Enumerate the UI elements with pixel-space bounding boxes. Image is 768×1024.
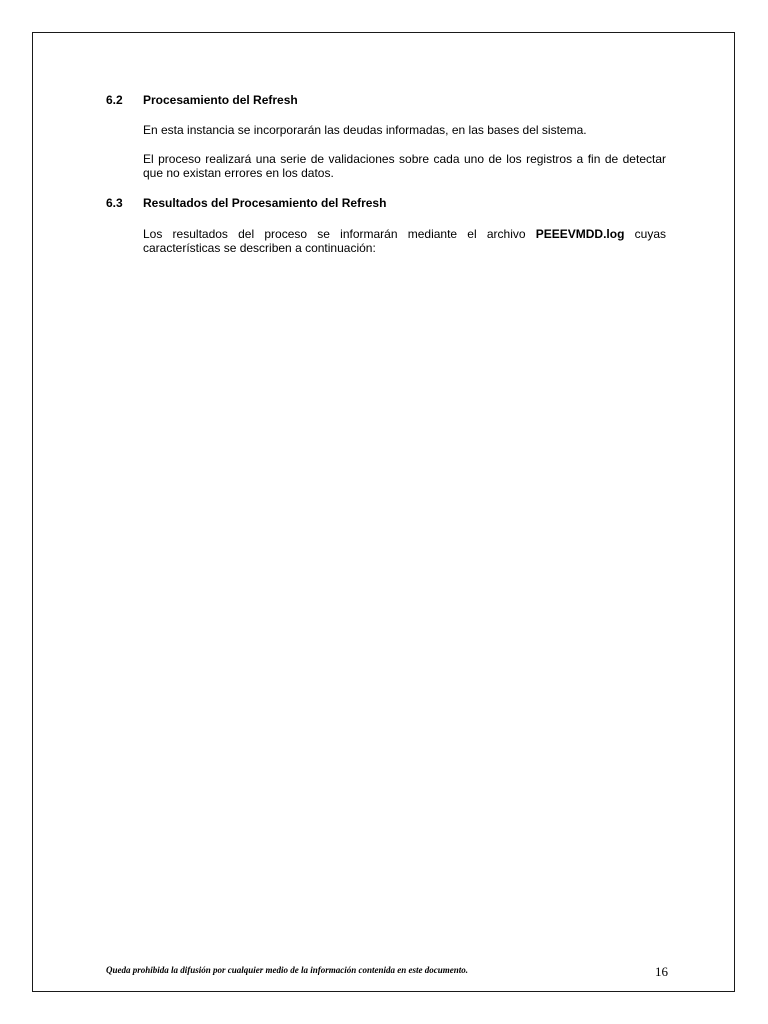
section-heading-6-3 [106,196,386,210]
section-6-2-paragraph-1: En esta instancia se incorporarán las deudas informadas, en las bases del sistema. [143,123,587,137]
section-title: Resultados del Procesamiento del Refresh [143,196,387,210]
section-6-2-paragraph-2: El proceso realizará una serie de validaciones sobre cada uno de los registros a fin de detectar que no existan errores en los datos. [143,152,666,180]
footer-disclaimer: Queda prohibida la difusión por cualquier medio de la información contenida en este documento. [106,965,469,975]
section-title: Procesamiento del Refresh [143,93,298,107]
section-heading-6-2 [106,93,298,107]
paragraph-text-end: cuyas características se describen a continuación: [143,227,666,255]
section-6-3-paragraph [143,227,666,255]
log-filename: PEEEVMDD.log [535,227,625,241]
page-number: 16 [655,964,668,979]
section-number: 6.2 [106,93,123,107]
section-number: 6.3 [106,196,123,210]
paragraph-text-start: Los resultados del proceso se informarán mediante el archivo [143,227,536,241]
